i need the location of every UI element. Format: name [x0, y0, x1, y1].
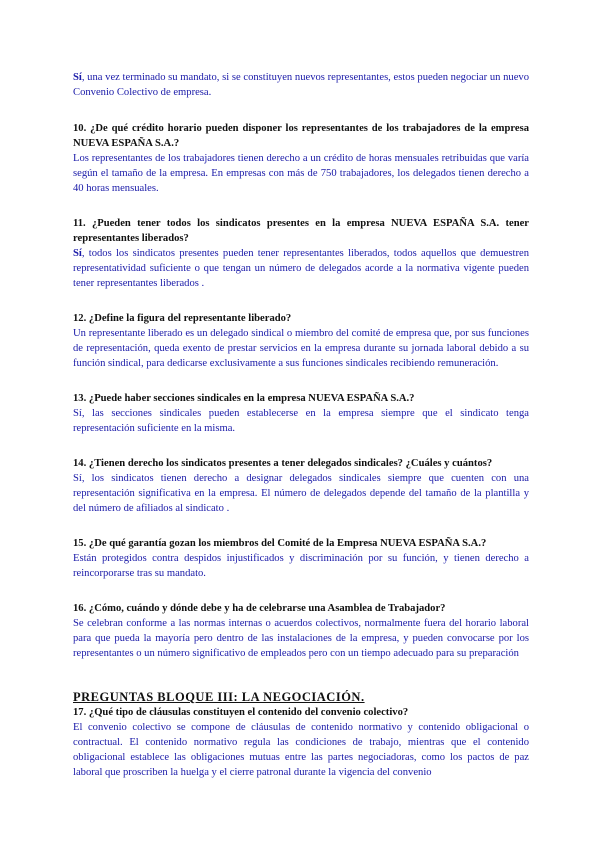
- answer-14: Sí, los sindicatos tienen derecho a designar delegados sindicales siempre que cuenten con una representación significativa en la empresa. El número de delegados depende del tamaño de la plantilla y del número de afiliados al sindicato .: [73, 473, 529, 514]
- intro-lead: Sí: [73, 72, 82, 83]
- section-title: PREGUNTAS BLOQUE III: LA NEGOCIACIÓN.: [73, 690, 365, 704]
- question-14: 14. ¿Tienen derecho los sindicatos presentes a tener delegados sindicales? ¿Cuáles y cuántos?: [73, 458, 493, 469]
- answer-11-text: , todos los sindicatos presentes pueden tener representantes liberados, todos aquellos que demuestren representatividad suficiente o que tengan un número de delegados acorde a la normativa vigente pueden tener representantes liberados .: [73, 248, 529, 289]
- answer-12: Un representante liberado es un delegado sindical o miembro del comité de empresa que, por sus funciones de representación, queda exento de prestar servicios en la empresa durante su jornada laboral debido a su función sindical, para dedicarse exclusivamente a sus funciones sindicales recibiendo remuneración.: [73, 328, 529, 369]
- answer-16: Se celebran conforme a las normas internas o acuerdos colectivos, normalmente fuera del horario laboral para que pueda la mayoría pero dentro de las instalaciones de la empresa, y pueden convocarse por los representantes o un número significativo de empleados pero con un tiempo adecuado para su preparación: [73, 618, 529, 659]
- question-12: 12. ¿Define la figura del representante liberado?: [73, 313, 292, 324]
- answer-10: Los representantes de los trabajadores tienen derecho a un crédito de horas mensuales retribuidas que varía según el tamaño de la empresa. En empresas con más de 750 trabajadores, los delegados tienen derecho a 40 horas mensuales.: [73, 153, 529, 194]
- question-13: 13. ¿Puede haber secciones sindicales en la empresa NUEVA ESPAÑA S.A.?: [73, 393, 415, 404]
- answer-13: Sí, las secciones sindicales pueden establecerse en la empresa siempre que el sindicato tenga representación suficiente en la misma.: [73, 408, 529, 434]
- question-17: 17. ¿Qué tipo de cláusulas constituyen el contenido del convenio colectivo?: [73, 707, 409, 718]
- question-block-10: [73, 121, 529, 196]
- answer-11-lead: Sí: [73, 248, 82, 259]
- answer-17: El convenio colectivo se compone de cláusulas de contenido normativo y contenido obligacional o contractual. El contenido normativo regula las condiciones de trabajo, mientras que el contenido obligacional establece las obligaciones mutuas entre las partes negociadoras, como los pactos de paz laboral que proscriben la huelga y el cierre patronal durante la vigencia del convenio: [73, 722, 529, 778]
- answer-11: [73, 246, 529, 291]
- question-block-15: [73, 536, 529, 581]
- question-16: 16. ¿Cómo, cuándo y dónde debe y ha de celebrarse una Asamblea de Trabajador?: [73, 603, 446, 614]
- intro-text: , una vez terminado su mandato, si se constituyen nuevos representantes, estos pueden negociar un nuevo Convenio Colectivo de empresa.: [73, 72, 529, 98]
- question-block-13: [73, 391, 529, 436]
- question-10: 10. ¿De qué crédito horario pueden disponer los representantes de los trabajadores de la empresa NUEVA ESPAÑA S.A.?: [73, 123, 529, 149]
- document-page: [73, 70, 529, 800]
- question-block-14: [73, 456, 529, 516]
- question-block-12: [73, 311, 529, 371]
- intro-answer: [73, 70, 529, 100]
- question-11: 11. ¿Pueden tener todos los sindicatos presentes en la empresa NUEVA ESPAÑA S.A. tener representantes liberados?: [73, 218, 529, 244]
- question-15: 15. ¿De qué garantía gozan los miembros del Comité de la Empresa NUEVA ESPAÑA S.A.?: [73, 538, 487, 549]
- answer-15: Están protegidos contra despidos injustificados y discriminación por su función, y tienen derecho a reincorporarse tras su mandato.: [73, 553, 529, 579]
- question-block-11: [73, 216, 529, 291]
- question-block-16: [73, 601, 529, 661]
- intro-block: [73, 70, 529, 100]
- question-block-17: [73, 705, 529, 780]
